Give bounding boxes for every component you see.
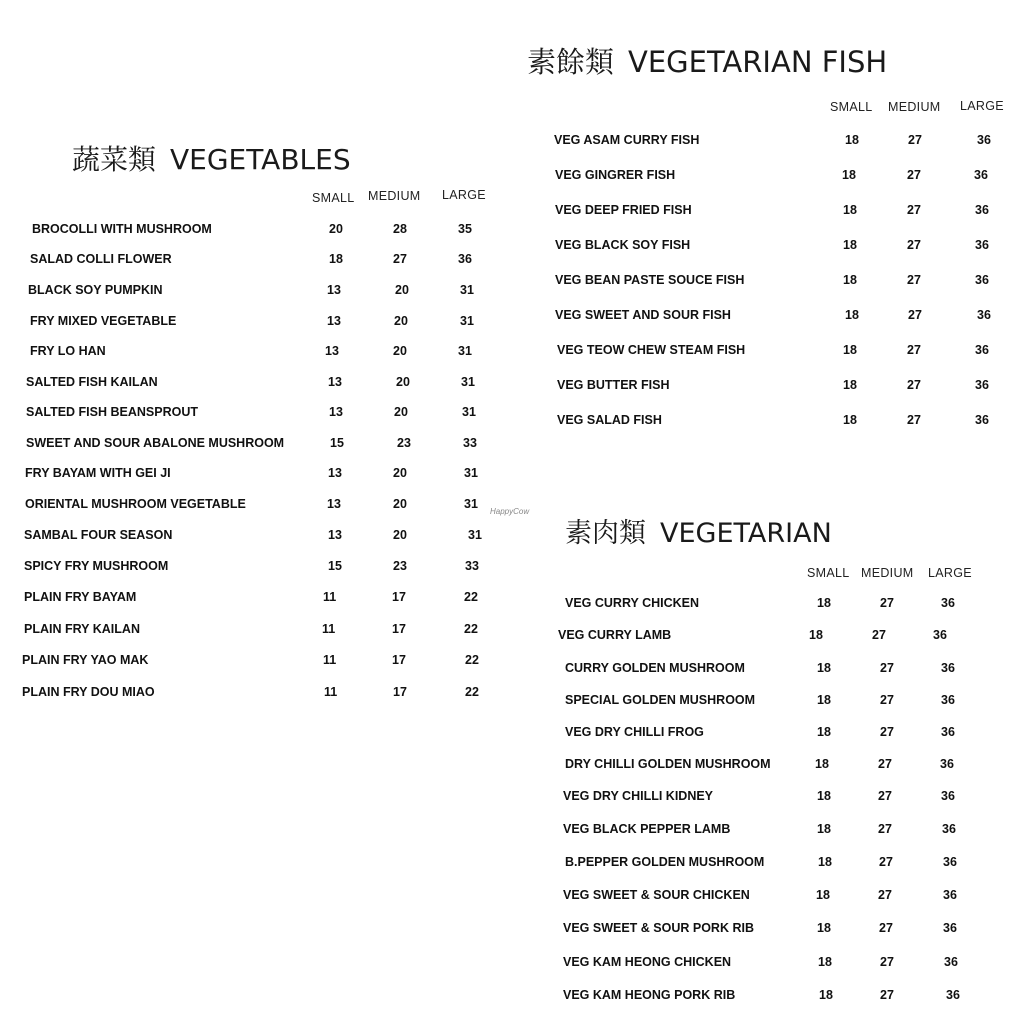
price-medium: 27	[872, 628, 886, 642]
price-large: 36	[944, 955, 958, 969]
price-large: 36	[942, 822, 956, 836]
price-small: 18	[819, 988, 833, 1002]
menu-item-name: SWEET AND SOUR ABALONE MUSHROOM	[26, 436, 285, 450]
price-medium: 28	[393, 222, 407, 236]
price-medium: 27	[880, 693, 894, 707]
price-medium: 27	[880, 725, 894, 739]
price-small: 11	[323, 653, 337, 667]
vegetables-col-large: LARGE	[442, 188, 486, 202]
price-small: 18	[817, 661, 831, 675]
price-large: 31	[460, 314, 474, 328]
price-medium: 17	[392, 590, 406, 604]
price-large: 36	[941, 661, 955, 675]
price-small: 11	[323, 590, 337, 604]
menu-item-name: VEG CURRY LAMB	[558, 628, 672, 642]
menu-item-name: VEG KAM HEONG CHICKEN	[563, 955, 732, 969]
menu-item-name: FRY LO HAN	[30, 344, 106, 358]
vegetarian-col-large: LARGE	[928, 566, 972, 580]
price-small: 15	[328, 559, 342, 573]
menu-item-name: VEG ASAM CURRY FISH	[554, 133, 700, 147]
price-large: 22	[464, 590, 478, 604]
price-medium: 20	[394, 405, 408, 419]
price-medium: 20	[395, 283, 409, 297]
price-small: 18	[842, 168, 856, 182]
price-medium: 27	[880, 955, 894, 969]
menu-item-name: VEG BUTTER FISH	[557, 378, 670, 392]
menu-item-name: ORIENTAL MUSHROOM VEGETABLE	[25, 497, 246, 511]
price-medium: 27	[907, 413, 921, 427]
menu-item-name: FRY BAYAM WITH GEI JI	[25, 466, 171, 480]
menu-item-name: VEG TEOW CHEW STEAM FISH	[557, 343, 746, 357]
price-medium: 20	[396, 375, 410, 389]
vegetables-heading	[72, 138, 351, 178]
price-small: 18	[845, 133, 859, 147]
vegetarian-title-zh: 素肉類	[565, 518, 646, 549]
price-medium: 27	[393, 252, 407, 266]
price-small: 13	[327, 283, 341, 297]
price-small: 13	[325, 344, 339, 358]
price-small: 20	[329, 222, 343, 236]
price-medium: 20	[393, 528, 407, 542]
price-large: 36	[977, 133, 991, 147]
fish-col-small: SMALL	[830, 100, 873, 114]
price-small: 13	[328, 528, 342, 542]
price-large: 36	[975, 343, 989, 357]
price-large: 36	[975, 378, 989, 392]
vegetables-title-zh: 蔬菜類	[72, 143, 157, 176]
price-small: 11	[322, 622, 336, 636]
price-medium: 27	[878, 822, 892, 836]
price-small: 18	[843, 343, 857, 357]
menu-item-name: B.PEPPER GOLDEN MUSHROOM	[565, 855, 765, 869]
menu-item-name: VEG BEAN PASTE SOUCE FISH	[555, 273, 745, 287]
price-medium: 27	[908, 308, 922, 322]
price-small: 13	[328, 466, 342, 480]
price-large: 33	[465, 559, 479, 573]
fish-col-large: LARGE	[960, 99, 1004, 113]
price-medium: 23	[397, 436, 411, 450]
price-medium: 27	[907, 343, 921, 357]
price-medium: 27	[880, 988, 894, 1002]
vegetables-title-en: VEGETABLES	[170, 143, 351, 176]
menu-item-name: VEG SALAD FISH	[557, 413, 662, 427]
price-large: 31	[460, 283, 474, 297]
price-large: 36	[933, 628, 947, 642]
price-large: 22	[464, 622, 478, 636]
menu-item-name: VEG SWEET & SOUR PORK RIB	[563, 921, 754, 935]
price-large: 36	[941, 596, 955, 610]
menu-item-name: SPECIAL GOLDEN MUSHROOM	[565, 693, 756, 707]
vegetables-col-small: SMALL	[312, 191, 355, 205]
menu-item-name: BLACK SOY PUMPKIN	[28, 283, 163, 297]
price-small: 18	[845, 308, 859, 322]
price-large: 31	[464, 497, 478, 511]
price-large: 36	[946, 988, 960, 1002]
price-large: 33	[463, 436, 477, 450]
menu-item-name: SALTED FISH KAILAN	[26, 375, 158, 389]
price-small: 15	[330, 436, 344, 450]
price-large: 36	[941, 789, 955, 803]
menu-item-name: PLAIN FRY BAYAM	[24, 590, 137, 604]
menu-item-name: SALTED FISH BEANSPROUT	[26, 405, 198, 419]
menu-item-name: VEG GINGRER FISH	[555, 168, 676, 182]
price-large: 36	[458, 252, 472, 266]
fish-col-medium: MEDIUM	[888, 100, 941, 114]
vegetarian-heading	[565, 511, 832, 550]
price-medium: 27	[880, 596, 894, 610]
menu-item-name: SPICY FRY MUSHROOM	[24, 559, 169, 573]
price-medium: 27	[907, 378, 921, 392]
price-medium: 17	[392, 622, 406, 636]
price-large: 36	[975, 203, 989, 217]
price-small: 18	[817, 921, 831, 935]
watermark: HappyCow	[490, 507, 530, 516]
price-medium: 27	[879, 855, 893, 869]
price-medium: 27	[907, 238, 921, 252]
price-small: 13	[329, 405, 343, 419]
price-medium: 17	[393, 685, 407, 699]
price-large: 22	[465, 653, 479, 667]
price-medium: 27	[879, 921, 893, 935]
price-large: 36	[940, 757, 954, 771]
vegetarian-fish-title-en: VEGETARIAN FISH	[628, 45, 888, 79]
price-small: 18	[817, 789, 831, 803]
menu-item-name: VEG DEEP FRIED FISH	[555, 203, 692, 217]
price-medium: 23	[393, 559, 407, 573]
price-medium: 27	[880, 661, 894, 675]
price-medium: 20	[394, 314, 408, 328]
price-medium: 20	[393, 344, 407, 358]
menu-item-name: PLAIN FRY DOU MIAO	[22, 685, 155, 699]
vegetarian-fish-heading	[527, 40, 887, 81]
price-small: 18	[817, 822, 831, 836]
price-small: 18	[843, 203, 857, 217]
price-small: 13	[328, 375, 342, 389]
menu-item-name: VEG CURRY CHICKEN	[565, 596, 700, 610]
vegetarian-title-en: VEGETARIAN	[660, 518, 832, 549]
menu-item-name: VEG DRY CHILLI KIDNEY	[563, 789, 714, 803]
menu-item-name: VEG SWEET & SOUR CHICKEN	[563, 888, 750, 902]
price-large: 31	[462, 405, 476, 419]
price-large: 36	[974, 168, 988, 182]
menu-item-name: BROCOLLI WITH MUSHROOM	[32, 222, 212, 236]
price-large: 36	[977, 308, 991, 322]
menu-item-name: VEG SWEET AND SOUR FISH	[555, 308, 731, 322]
price-small: 18	[329, 252, 343, 266]
price-large: 36	[941, 693, 955, 707]
price-small: 18	[817, 693, 831, 707]
price-medium: 27	[907, 168, 921, 182]
price-large: 31	[458, 344, 472, 358]
menu-item-name: VEG DRY CHILLI FROG	[565, 725, 704, 739]
price-small: 18	[843, 378, 857, 392]
price-small: 18	[817, 725, 831, 739]
price-large: 36	[941, 725, 955, 739]
menu-item-name: CURRY GOLDEN MUSHROOM	[565, 661, 745, 675]
price-large: 35	[458, 222, 472, 236]
menu-item-name: VEG KAM HEONG PORK RIB	[563, 988, 736, 1002]
price-large: 36	[943, 855, 957, 869]
menu-item-name: SALAD COLLI FLOWER	[30, 252, 172, 266]
price-large: 31	[464, 466, 478, 480]
menu-item-name: VEG BLACK PEPPER LAMB	[563, 822, 731, 836]
price-small: 18	[809, 628, 823, 642]
price-large: 36	[975, 273, 989, 287]
price-small: 13	[327, 497, 341, 511]
menu-item-name: FRY MIXED VEGETABLE	[30, 314, 177, 328]
price-medium: 27	[908, 133, 922, 147]
price-large: 22	[465, 685, 479, 699]
vegetables-col-medium: MEDIUM	[368, 189, 421, 203]
price-medium: 27	[907, 273, 921, 287]
price-small: 18	[816, 888, 830, 902]
price-medium: 20	[393, 466, 407, 480]
menu-item-name: PLAIN FRY YAO MAK	[22, 653, 149, 667]
price-large: 36	[975, 238, 989, 252]
price-large: 36	[975, 413, 989, 427]
price-small: 11	[324, 685, 338, 699]
price-small: 18	[843, 273, 857, 287]
price-small: 18	[817, 596, 831, 610]
vegetarian-col-small: SMALL	[807, 566, 850, 580]
price-small: 13	[327, 314, 341, 328]
price-small: 18	[818, 855, 832, 869]
price-medium: 27	[878, 789, 892, 803]
price-small: 18	[818, 955, 832, 969]
price-medium: 27	[878, 757, 892, 771]
price-small: 18	[815, 757, 829, 771]
price-medium: 20	[393, 497, 407, 511]
menu-item-name: SAMBAL FOUR SEASON	[24, 528, 173, 542]
menu-item-name: DRY CHILLI GOLDEN MUSHROOM	[565, 757, 771, 771]
price-medium: 27	[878, 888, 892, 902]
price-large: 31	[461, 375, 475, 389]
menu-item-name: VEG BLACK SOY FISH	[555, 238, 691, 252]
price-medium: 27	[907, 203, 921, 217]
price-large: 36	[943, 921, 957, 935]
price-small: 18	[843, 238, 857, 252]
price-small: 18	[843, 413, 857, 427]
vegetarian-fish-title-zh: 素餘類	[527, 45, 615, 79]
price-medium: 17	[392, 653, 406, 667]
vegetarian-col-medium: MEDIUM	[861, 566, 914, 580]
price-large: 36	[943, 888, 957, 902]
menu-item-name: PLAIN FRY KAILAN	[24, 622, 140, 636]
price-large: 31	[468, 528, 482, 542]
